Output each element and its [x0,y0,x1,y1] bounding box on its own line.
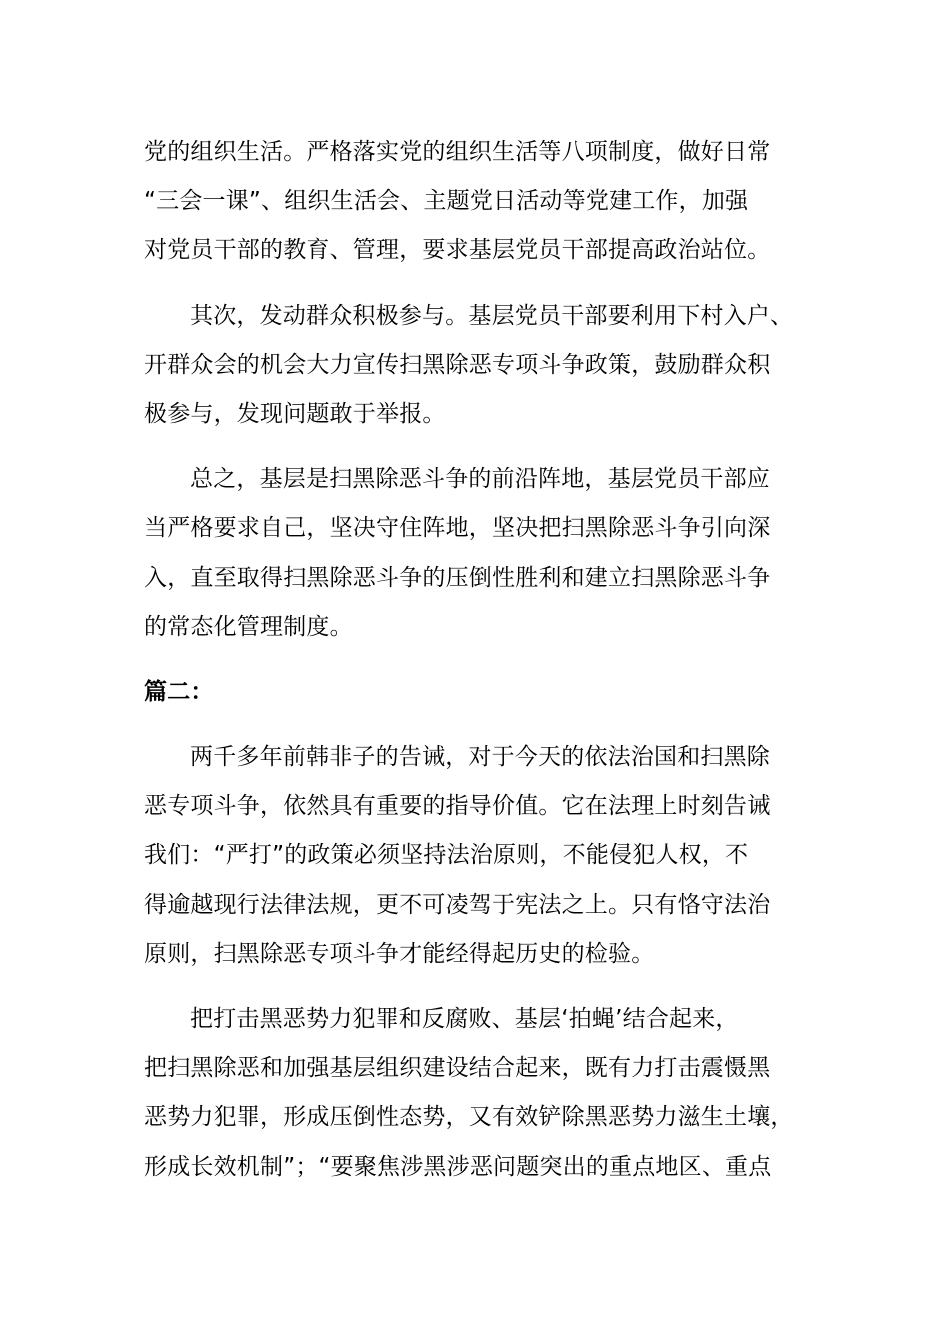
section-heading [144,668,806,717]
text-line: 恶专项斗争，依然具有重要的指导价值。它在法理上时刻告诫 [144,793,771,820]
text-line: 两千多年前韩非子的告诫，对于今天的依法治国和扫黑除 [190,744,770,771]
text-line: 党的组织生活。严格落实党的组织生活等八项制度，做好日常 [144,139,771,165]
text-line: 把扫黑除恶和加强基层组织建设结合起来，既有力打击震慑黑 [144,1055,771,1082]
text-line: 原则，扫黑除恶专项斗争才能经得起历史的检验。 [144,940,655,967]
paragraph [144,128,806,276]
paragraph [144,995,806,1192]
heading-text: 篇二： [144,678,214,705]
text-line: 把打击黑恶势力犯罪和反腐败、基层‘拍蝇’结合起来， [190,1006,739,1032]
document-body [144,128,806,1192]
paragraph [144,455,806,652]
text-line: 其次，发动群众积极参与。基层党员干部要利用下村入户、 [190,302,794,329]
text-line: 恶势力犯罪，形成压倒性态势，又有效铲除黑恶势力滋生土壤， [144,1104,794,1131]
text-line: 当严格要求自己，坚决守住阵地，坚决把扫黑除恶斗争引向深 [144,515,771,542]
text-line: 极参与，发现问题敢于举报。 [144,400,446,427]
text-line: 的常态化管理制度。 [144,613,353,640]
text-line: 对党员干部的教育、管理，要求基层党员干部提高政治站位。 [144,237,771,264]
paragraph [144,733,806,979]
text-line: 总之，基层是扫黑除恶斗争的前沿阵地，基层党员干部应 [190,466,770,493]
paragraph [144,292,806,440]
text-line: “三会一课”、组织生活会、主题党日活动等党建工作，加强 [144,188,749,215]
text-line: 形成长效机制”；“要聚焦涉黑涉恶问题突出的重点地区、重点 [144,1153,772,1180]
text-line: 得逾越现行法律法规，更不可凌驾于宪法之上。只有恪守法治 [144,891,771,918]
text-line: 入，直至取得扫黑除恶斗争的压倒性胜利和建立扫黑除恶斗争 [144,564,771,591]
text-line: 我们：“严打”的政策必须坚持法治原则，不能侵犯人权，不 [144,842,749,869]
text-line: 开群众会的机会大力宣传扫黑除恶专项斗争政策，鼓励群众积 [144,351,771,378]
